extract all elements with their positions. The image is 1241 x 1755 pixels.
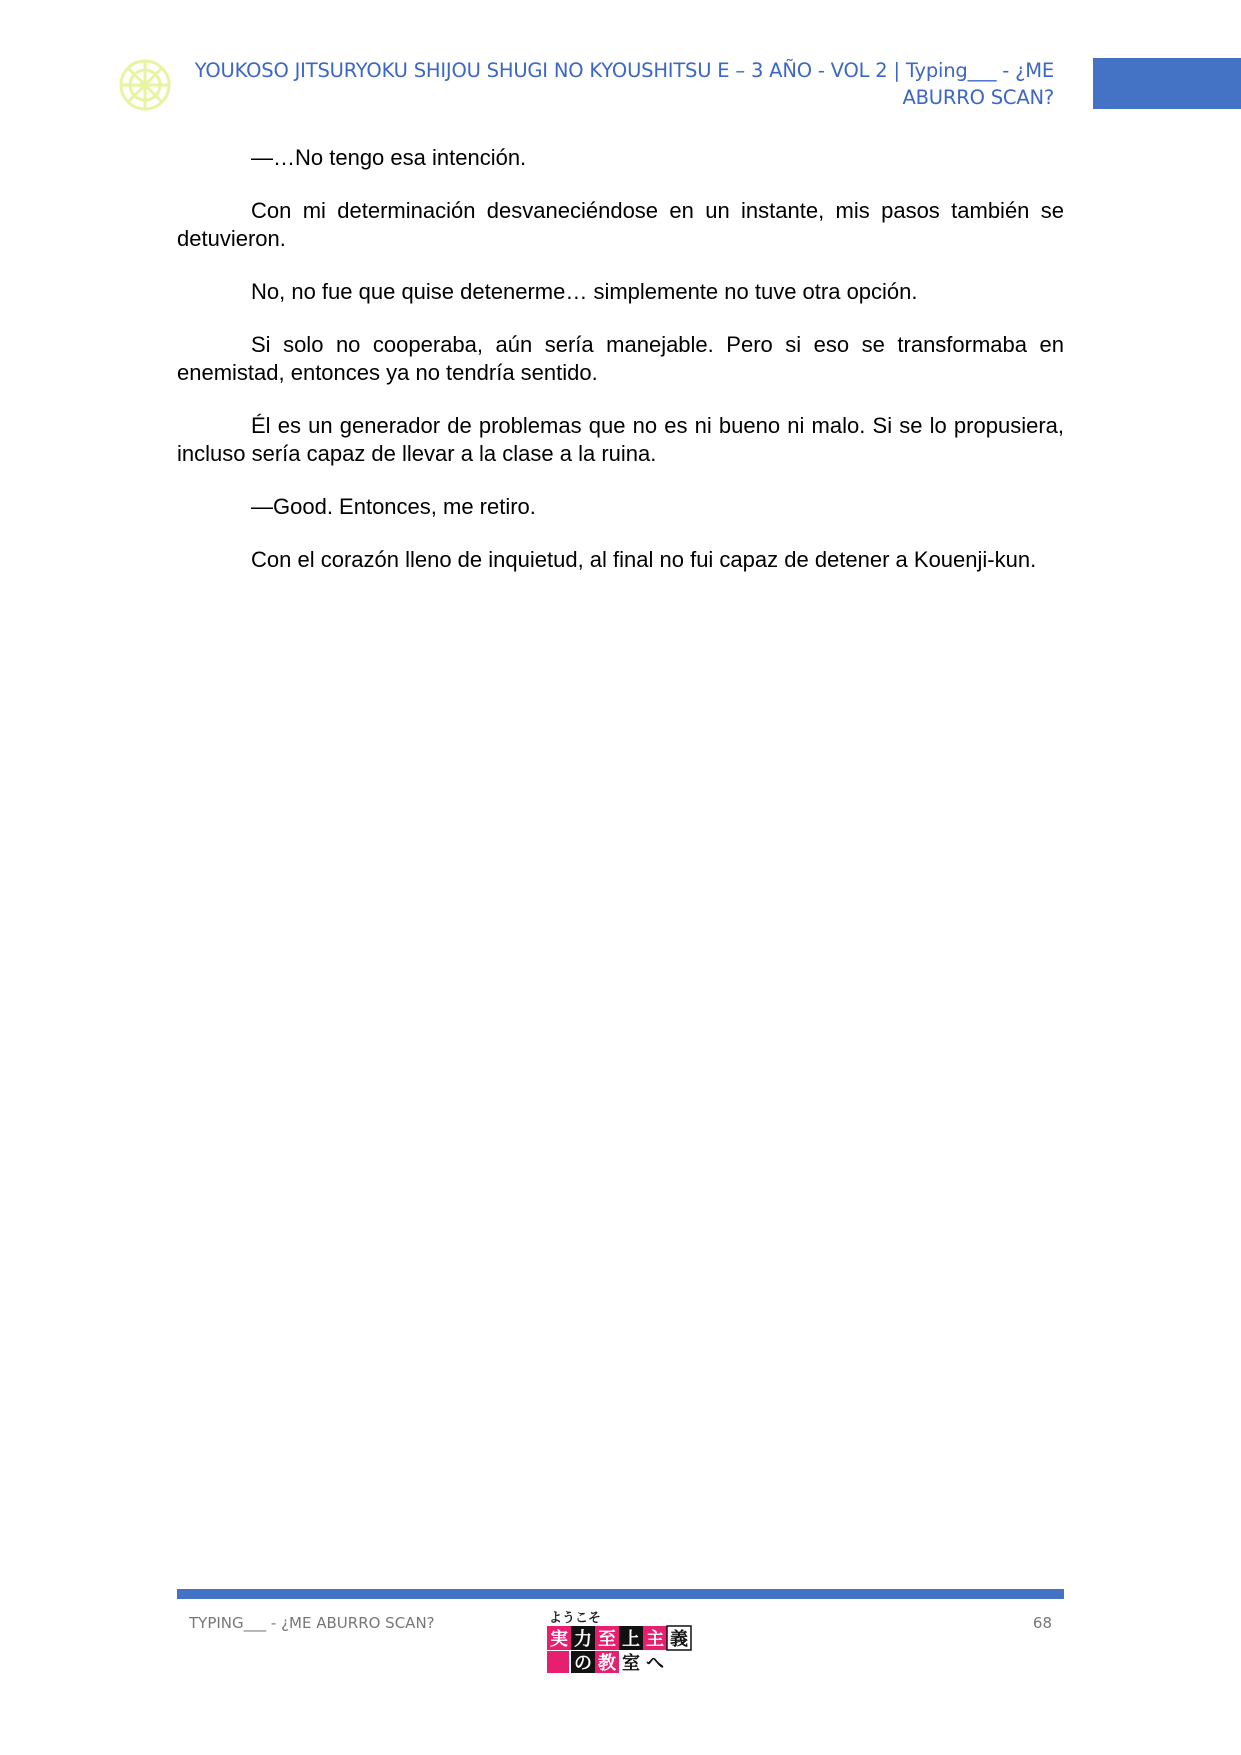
- page-content: [177, 144, 1064, 599]
- logo-char: 主: [646, 1629, 664, 1650]
- paragraph: Con mi determinación desvaneciéndose en un instante, mis pasos también se detuvieron.: [177, 198, 1064, 251]
- logo-char: の: [574, 1653, 592, 1674]
- seal-emblem-icon: [118, 58, 172, 112]
- paragraph: No, no fue que quise detenerme… simplemente no tuve otra opción.: [251, 279, 918, 304]
- logo-top-text: ようこそ: [549, 1611, 602, 1626]
- page-number: 68: [1032, 1614, 1052, 1632]
- logo-char: 上: [622, 1629, 640, 1650]
- paragraph: Con el corazón lleno de inquietud, al final no fui capaz de detener a Kouenji-kun.: [251, 547, 1037, 572]
- paragraph: Si solo no cooperaba, aún sería manejable. Pero si eso se transformaba en enemistad, entonces ya no tendría sentido.: [177, 332, 1064, 385]
- logo-char: 実: [550, 1629, 568, 1650]
- paragraph: —…No tengo esa intención.: [251, 145, 527, 170]
- header-title: YOUKOSO JITSURYOKU SHIJOU SHUGI NO KYOUSHITSU E – 3 AÑO - VOL 2 | Typing___ - ¿ME ABURRO SCAN?: [194, 59, 1054, 109]
- logo-char: 義: [670, 1629, 688, 1650]
- logo-char: 至: [598, 1629, 616, 1650]
- paragraph: —Good. Entonces, me retiro.: [251, 494, 536, 519]
- logo-char: へ: [646, 1653, 664, 1674]
- series-logo: [547, 1608, 693, 1674]
- footer-divider: [177, 1589, 1064, 1599]
- logo-char: 教: [598, 1653, 616, 1674]
- footer-title: TYPING___ - ¿ME ABURRO SCAN?: [189, 1614, 435, 1632]
- header-accent-bar: [1093, 58, 1241, 109]
- paragraph: Él es un generador de problemas que no es ni bueno ni malo. Si se lo propusiera, incluso sería capaz de llevar a la clase a la ruina.: [177, 413, 1064, 466]
- logo-char: 力: [574, 1629, 592, 1650]
- logo-char: 室: [622, 1653, 640, 1674]
